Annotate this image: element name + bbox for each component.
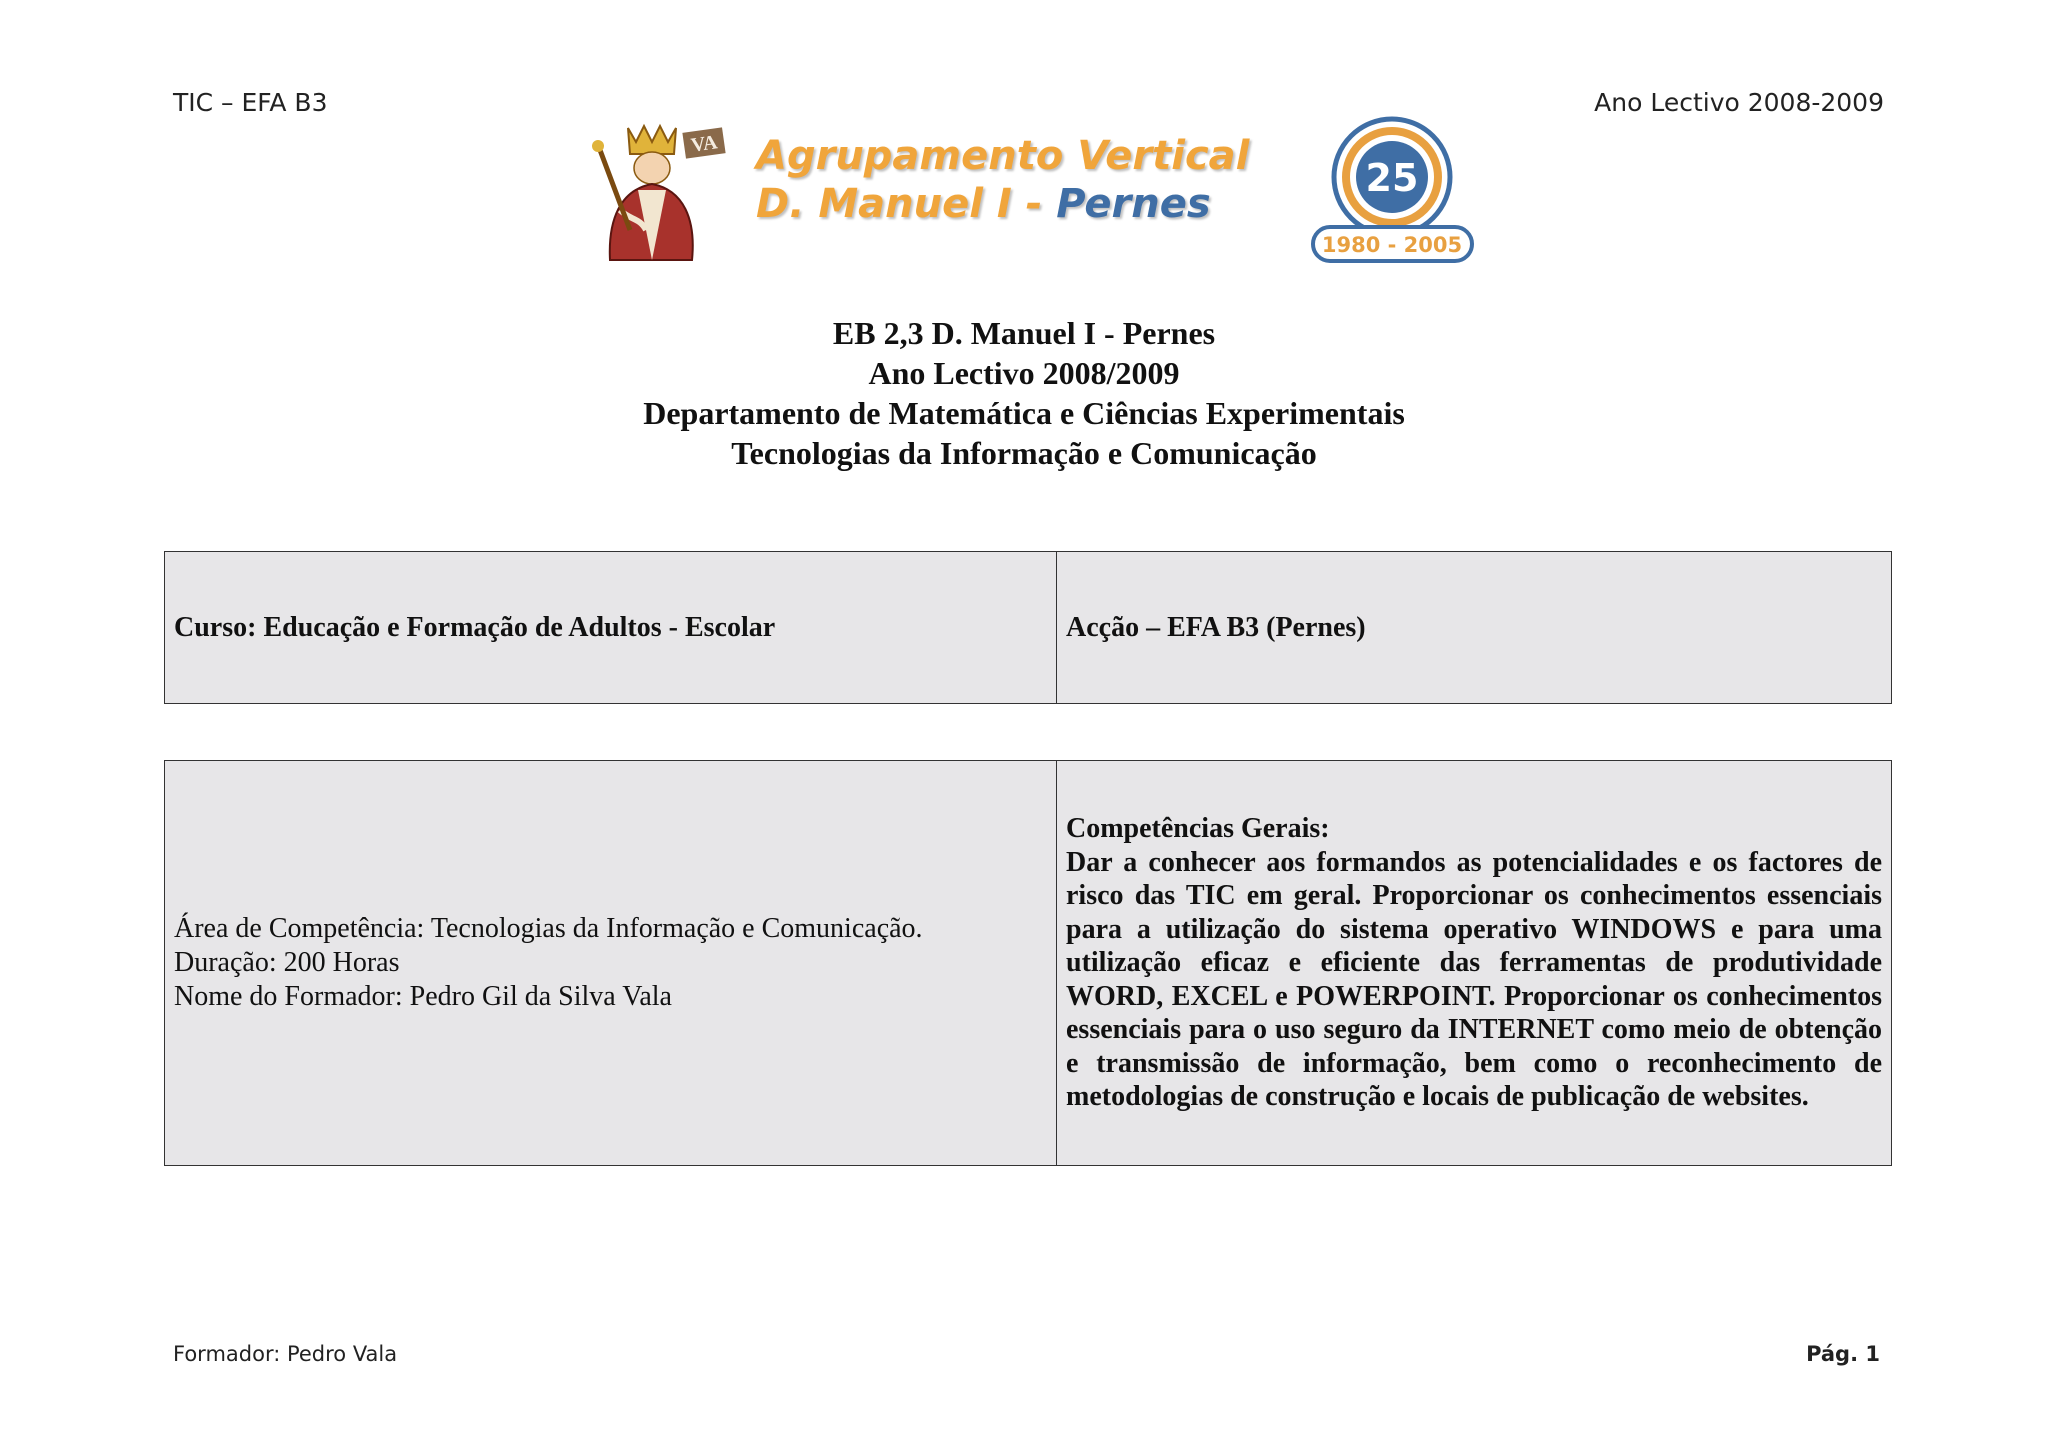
header-right-text: Ano Lectivo 2008-2009 — [1594, 88, 1884, 117]
header-left-text: TIC – EFA B3 — [173, 88, 328, 117]
footer-left-text: Formador: Pedro Vala — [173, 1342, 398, 1366]
anniversary-logo-icon — [1305, 115, 1480, 265]
anniversary-years: 1980 - 2005 — [1321, 233, 1463, 257]
logo-line-2 — [756, 180, 1249, 228]
title-department: Departamento de Matemática e Ciências Experimentais — [643, 395, 1405, 431]
document-title-block — [0, 313, 2048, 473]
title-subject: Tecnologias da Informação e Comunicação — [731, 435, 1317, 471]
accao-cell: Acção – EFA B3 (Pernes) — [1057, 552, 1892, 704]
emblem-badge-text: VA — [689, 131, 719, 157]
title-year: Ano Lectivo 2008/2009 — [868, 355, 1180, 391]
competencias-cell — [1057, 761, 1892, 1166]
logo-line-2a: D. Manuel I - — [756, 181, 1057, 227]
competencias-title: Competências Gerais: — [1066, 813, 1330, 845]
logo-line-1: Agrupamento Vertical — [756, 133, 1250, 179]
logo-text — [756, 132, 1249, 228]
king-emblem-icon — [580, 120, 730, 265]
details-left-cell — [165, 761, 1057, 1166]
course-cell: Curso: Educação e Formação de Adultos - Escolar — [165, 552, 1057, 704]
competencias-text: Dar a conhecer aos formandos as potencialidades e os factores de risco das TIC em geral. Proporcionar os conhecimentos essenciais para a utilização do sistema operativo WINDOWS e para uma utilização eficaz e eficiente das ferramentas de produtividade WORD, EXCEL e POWERPOINT. Proporcionar os conhecimentos essenciais para o uso seguro da INTERNET como meio de obtenção e transmissão de informação, bem como o reconhecimento de metodologias de construção e locais de publicação de websites. — [1066, 846, 1882, 1113]
area-competencia: Área de Competência: Tecnologias da Informação e Comunicação. — [174, 913, 923, 944]
title-school: EB 2,3 D. Manuel I - Pernes — [832, 315, 1216, 351]
page-number: Pág. 1 — [1806, 1342, 1880, 1366]
duracao: Duração: 200 Horas — [174, 947, 400, 978]
details-table — [164, 760, 1892, 1166]
school-logo-banner — [560, 110, 1500, 270]
nome-formador: Nome do Formador: Pedro Gil da Silva Vala — [174, 981, 672, 1012]
course-row — [165, 552, 1892, 704]
course-table — [164, 551, 1892, 704]
anniversary-number: 25 — [1365, 156, 1419, 200]
logo-line-2b: Pernes — [1056, 181, 1211, 227]
details-row — [165, 761, 1892, 1166]
